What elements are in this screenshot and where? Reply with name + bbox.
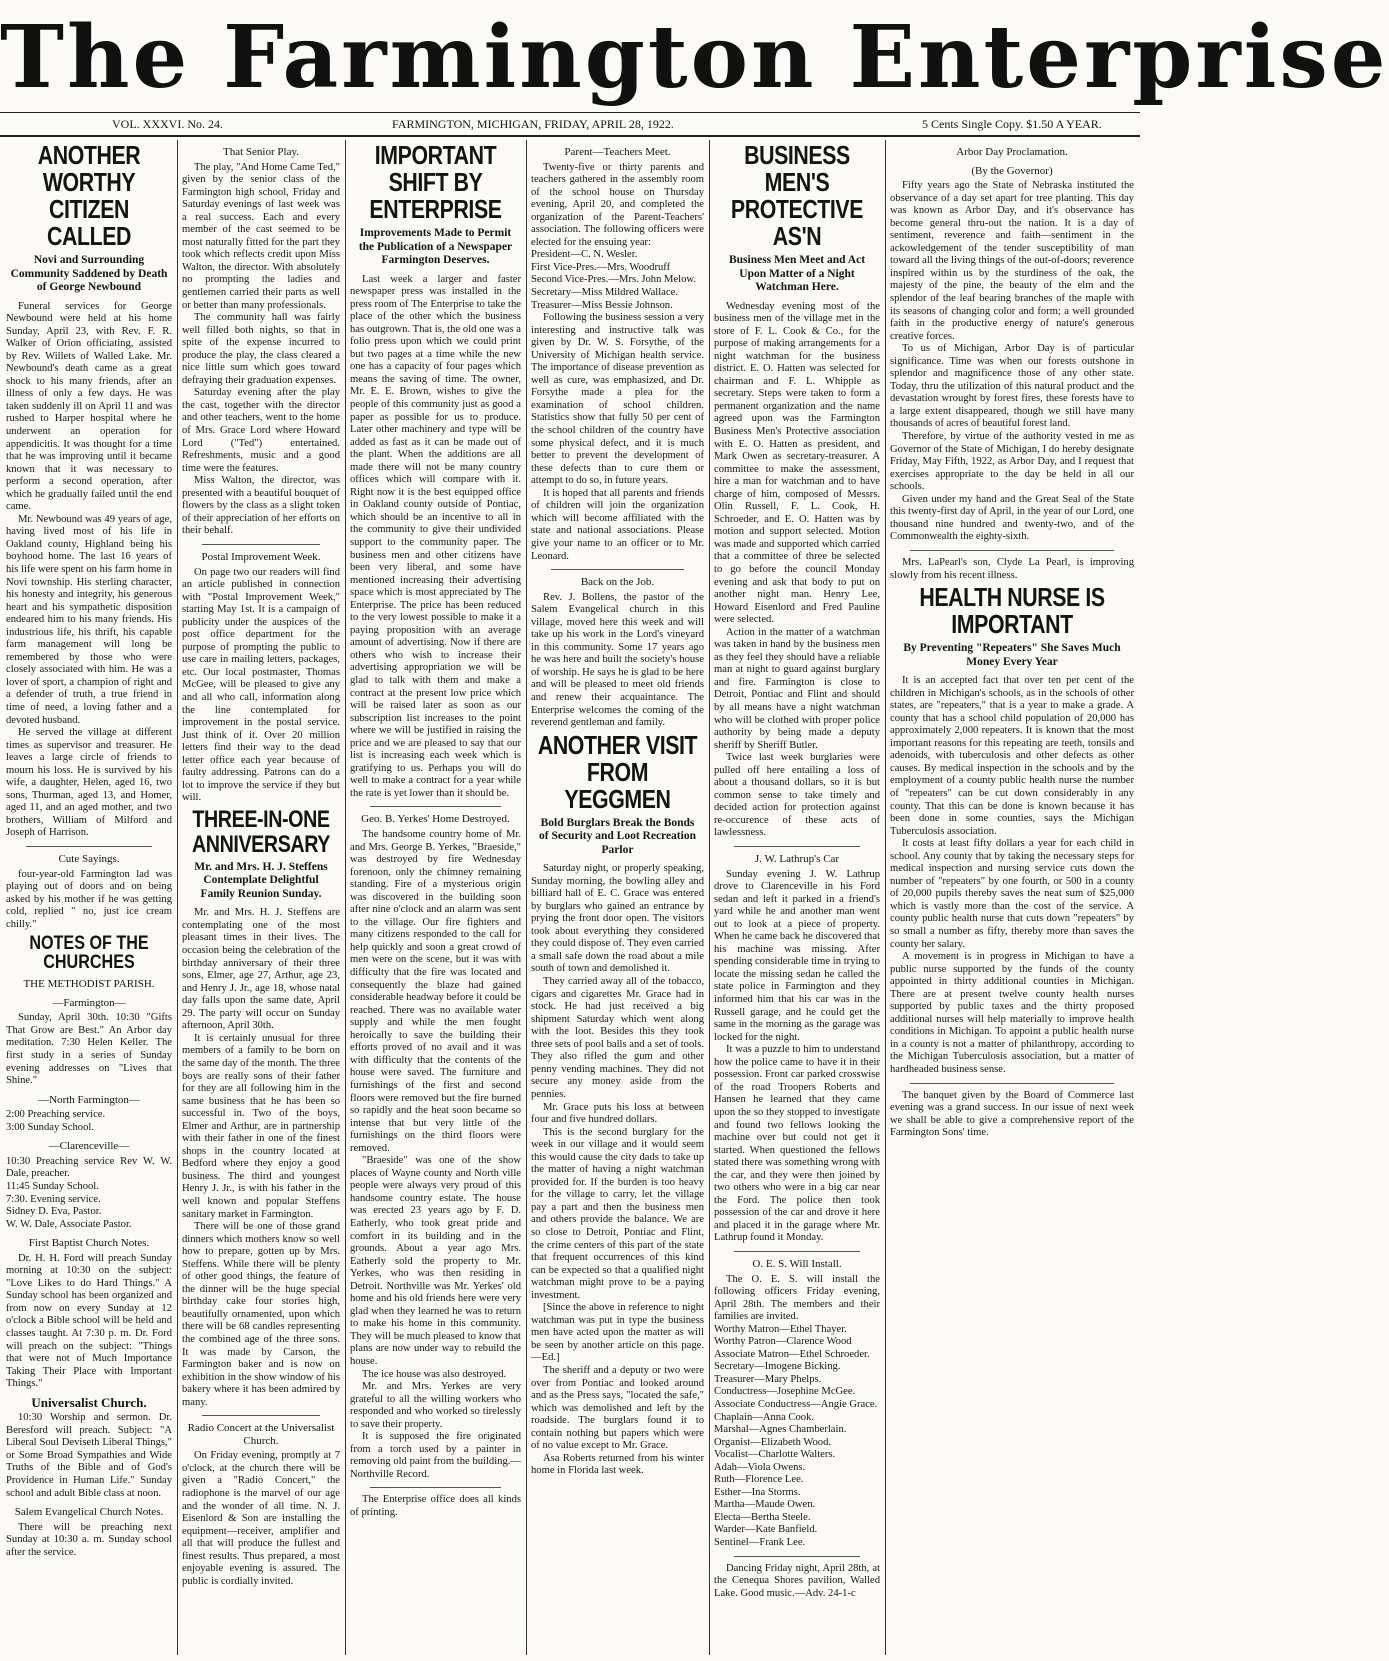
advertisement-dance: Dancing Friday night, April 28th, at the Cenequa Shores pavilion, Walled Lake. Good music.—Adv. 24-1-c — [714, 1562, 880, 1599]
list-item: 3:00 Sunday School. — [6, 1121, 94, 1133]
list-item: 2:00 Preaching service. — [6, 1109, 106, 1121]
column-3 — [350, 140, 521, 1655]
article-paragraph: On page two our readers will find an article published in connection with "Postal Improvement Week," starting May 1st. It is a campaign of publicity under the auspices of the post office department for the purpose of prompting the public to use care in mailing letters, packages, etc. Our local postmaster, Thomas McGee, will be pleased to give any and all who call, information along the line contemplated for improvement in the postal service. Just think of it. Over 20 million letters find their way to the dead letter office each year because of faulty addressing. Patrons can do a lot to improve the service if they but will. — [182, 566, 340, 804]
list-item: Second Vice-Pres.—Mrs. John Melow. — [531, 274, 697, 286]
article-paragraph: The community hall was fairly well filled both nights, so that in spite of the expense incurred to produce the play, the class cleared a nice little sum which goes toward defraying their graduation expenses. — [182, 312, 340, 386]
item-title-senior-play: That Senior Play. — [223, 146, 299, 158]
item-title-parent-teachers: Parent—Teachers Meet. — [564, 146, 671, 158]
list-item: Adah—Viola Owens. — [714, 1461, 806, 1473]
list-item: Ruth—Florence Lee. — [714, 1474, 804, 1486]
column-rule — [177, 140, 178, 1655]
article-paragraph: [Since the above in reference to night watchman was put in type the business men have acted upon the matter as will be seen by another article on this page.—Ed.] — [531, 1302, 704, 1364]
article-paragraph: Action in the matter of a watchman was taken in hand by the business men as they feel they should have a reliable man at night to guard against burglary and fire. Farmington is close to Detroit, Pontiac and Flint and should by all means have a night watchman who will be clothed with proper police authority by being made a deputy sheriff by Sheriff Butler. — [714, 626, 880, 751]
article-paragraph: The ice house was also destroyed. — [362, 1368, 507, 1380]
article-paragraph: Saturday evening after the play the cast, together with the director and other teachers, went to the home of Mrs. Grace Lord where Howard Lord ("Ted") entertained. Refreshments, music and a good time were the features. — [182, 387, 340, 474]
column-rule — [885, 140, 886, 1655]
item-title-oes-install: O. E. S. Will Install. — [752, 1257, 842, 1270]
headline-anniversary: THREE-IN-ONE ANNIVERSARY — [191, 805, 331, 858]
column-2 — [182, 140, 340, 1655]
list-item: Sidney D. Eva, Pastor. — [6, 1206, 102, 1218]
deck-important-shift: Improvements Made to Permit the Publication of a Newspaper Farmington Deserves. — [358, 227, 513, 266]
item-subtitle-clarenceville: —Clarenceville— — [48, 1140, 130, 1153]
subscription-price: 5 Cents Single Copy. $1.50 A YEAR. — [922, 117, 1102, 131]
article-paragraph: Twice last week burglaries were pulled off here entailing a loss of about a thousand dollars, so it is but common sense to take timely and decided action for protection against re-occurence of these acts of lawlessness. — [714, 752, 880, 839]
list-item: Marshal—Agnes Chamberlain. — [714, 1424, 847, 1436]
divider — [26, 846, 152, 847]
masthead-title: The Farmington Enterprise — [0, 7, 1389, 108]
deck-worthy-citizen: Novi and Surrounding Community Saddened by Death of George Newbound — [10, 254, 168, 293]
column-rule — [526, 140, 527, 1655]
item-title-arbor-day: Arbor Day Proclamation. — [956, 146, 1068, 158]
headline-health-nurse: HEALTH NURSE IS IMPORTANT — [919, 582, 1105, 640]
article-paragraph: It costs at least fifty dollars a year for each child in school. Any county that by taking the necessary steps for medical inspection and nursing service cuts down the number of "repeaters" by one fourth, or 500 in a county of 20,000 pupils thereby saves the neat sum of $25,000 which is vastly more than the cost of the service. A county public health nurse that cuts down "repeaters" by so small a number as fifty, thereby more than saves the county her salary. — [890, 838, 1134, 950]
article-paragraph: Dr. H. H. Ford will preach Sunday morning at 10:30 on the subject: "Love Likes to do Hard Things." A Sunday school has been organized and from now on every Sunday at 12 o'clock a Bible school will be held and classes taught. At 7:30 p. m. Dr. Ford will preach on the subject: "Things that were not of Much Importance Taking Their Place with Important Things." — [6, 1252, 172, 1390]
article-paragraph: Mrs. LaPearl's son, Clyde La Pearl, is improving slowly from his recent illness. — [890, 556, 1134, 581]
service-list — [6, 1156, 172, 1231]
list-item: Vocalist—Charlotte Walters. — [714, 1449, 836, 1461]
article-paragraph: 10:30 Worship and sermon. Dr. Beresford will preach. Subject: "A Liberal Soul Deviseth Liberal Things," or Some Broad Sympathies and Wide Truths of the Bible and of God's Providence in Human Life." Sunday school and adult Bible class at noon. — [6, 1412, 172, 1499]
article-paragraph: The play, "And Home Came Ted," given by the senior class of the Farmington high school, Friday and Saturday evenings of last week was a real success. Each and every member of the cast seemed to be most naturally fitted for the part they took which reflects credit upon Miss Walton, the director. With absolutely no prompting the ladies and gentlemen carried their parts as well or better than many professionals. — [182, 161, 340, 311]
item-title-methodist: THE METHODIST PARISH. — [23, 978, 155, 991]
article-paragraph: The banquet given by the Board of Commerce last evening was a grand success. In our issue of next week we shall be able to give a comprehensive report of the Farmington Sons' time. — [890, 1089, 1134, 1139]
item-title-lathrup-car: J. W. Lathrup's Car — [754, 853, 840, 866]
column-rule — [345, 140, 346, 1655]
article-paragraph: The Enterprise office does all kinds of printing. — [350, 1494, 521, 1518]
article-paragraph: Sunday evening J. W. Lathrup drove to Clarenceville in his Ford sedan and left it parked in a friend's yard while he and another man went out to look at a piece of property. When he came back he discovered that his machine was missing. After spending considerable time in trying to locate the missing sedan he called the state police in Farmington and they informed him that his car was in the Russell garage, and he could get the same in the morning as the garage was locked for the night. — [714, 868, 880, 1043]
column-1 — [6, 140, 172, 1655]
item-subtitle-governor: (By the Governor) — [971, 164, 1053, 177]
list-item: Esther—Ina Storms. — [714, 1486, 801, 1498]
divider — [551, 569, 684, 570]
column-6 — [890, 140, 1134, 1655]
article-paragraph: Sunday, April 30th. 10:30 "Gifts That Grow are Best." An Arbor day meditation. 7:30 Helen Keller. The first study in a series of Sunday evening addresses on "Lives that Shine." — [6, 1012, 172, 1087]
list-item: Organist—Elizabeth Wood. — [714, 1436, 832, 1448]
list-item: 7:30. Evening service. — [6, 1193, 101, 1205]
list-item: Chaplain—Anna Cook. — [714, 1411, 815, 1423]
article-paragraph: four-year-old Farmington lad was playing out of doors and on being asked by his mother if he was getting cold, replied " no, just ice cream chilly." — [6, 868, 172, 930]
article-paragraph: He served the village at different times as supervisor and treasurer. He leaves a large circle of friends to mourn his loss. He is survived by his wife, a daughter, Helen, aged 16, two sons, Thurman, aged 13, and Homer, aged 11, and an aged mother, and two brothers, William of Milford and Joseph of Harrison. — [6, 727, 172, 839]
divider — [202, 544, 320, 545]
article-paragraph: "Braeside" was one of the show places of Wayne county and North ville people were always very proud of this handsome country estate. The house was erected 23 years ago by F. D. Eatherly, who took great pride and comfort in its building and in the grounds. About a year ago Mrs. Eatherly sold the property to Mr. Yerkes, who was then residing in Detroit. Northville was Mr. Yerkes' old home and his old friends here were very glad when they learned he was to return to make his home in this community. They will be much pleased to know that plans are now under way to rebuild the house. — [350, 1155, 521, 1367]
article-paragraph: It was a puzzle to him to understand how the police came to have it in their possession. Front car parked crosswise of the road Troopers Roberts and Hansen he learned that they came upon the so they stopped to investigate and found two fellows looking the machine over but could not get it started. When questioned the fellows stated there was something wrong with the car, and they were then joined by two others who were in a big car near the Ford. The police then took possession of the car and drove it here and placed it in the garage where Mr. Lathrup found it Monday. — [714, 1044, 880, 1244]
article-paragraph: Therefore, by virtue of the authority vested in me as Governor of the State of Michigan, I do hereby designate Friday, May Fifth, 1922, as Arbor Day, and I request that exercises appropriate to the day be held in all our schools. — [890, 431, 1134, 493]
list-item: First Vice-Pres.—Mrs. Woodruff — [531, 261, 671, 273]
list-item: 11:45 Sunday School. — [6, 1180, 99, 1192]
article-paragraph: Mr. and Mrs. H. J. Steffens are contemplating one of the most pleasant times in their lives. The occasion being the celebration of the birthday anniversary of their three sons, Elmer, age 27, Arthur, age 23, and Henry J. Jr., age 18, whose natal day falls upon the same date, April 29. The party will occur on Sunday afternoon, April 30th. — [182, 907, 340, 1032]
list-item: Treasurer—Miss Bessie Johnson. — [531, 299, 673, 311]
column-4 — [531, 140, 704, 1655]
article-paragraph: Rev. J. Bollens, the pastor of the Salem Evangelical church in this village, moved here this week and will take up his work in the Lord's vineyard in this community. Some 17 years ago he was here and built the society's house of worship. He says he is glad to be here and will be pleased to meet old friends and renew their acquaintance. The Enterprise welcomes the coming of the reverend gentleman and family. — [531, 591, 704, 729]
list-item: Worthy Patron—Clarence Wood — [714, 1336, 852, 1348]
headline-worthy-citizen: ANOTHER WORTHY CITIZEN CALLED — [37, 140, 141, 251]
deck-yeggmen: Bold Burglars Break the Bonds of Security and Loot Recreation Parlor — [539, 816, 696, 856]
headline-yeggmen: ANOTHER VISIT FROM YEGGMEN — [537, 729, 698, 814]
list-item: Martha—Maude Owen. — [714, 1499, 816, 1511]
service-list — [6, 1109, 172, 1134]
divider — [734, 846, 860, 847]
list-item: Associate Matron—Ethel Schroeder. — [714, 1348, 870, 1360]
article-paragraph: Funeral services for George Newbound were held at his home Sunday, April 23, with Rev. F. R. Walker of Orion officiating, assisted by Rev. Willets of Walled Lake. Mr. Newbound's death came as a great shock to his many friends, after an illness of only a few days. He was taken suddenly ill on April 11 and was rushed to Harper hospital where he underwent an operation for appendicitis. It was thought for a time that he was improving until it became known that it was necessary to perform a second operation, after which he gradually failed until the end came. — [6, 300, 172, 513]
item-title-radio-concert: Radio Concert at the Universalist Church. — [187, 1422, 335, 1447]
column-rule — [709, 140, 710, 1655]
item-title-universalist: Universalist Church. — [31, 1394, 147, 1410]
list-item: Warder—Kate Banfield. — [714, 1524, 818, 1536]
item-title-yerkes-home: Geo. B. Yerkes' Home Destroyed. — [361, 813, 510, 826]
list-item: President—C. N. Wesler. — [531, 249, 638, 261]
list-item: Worthy Matron—Ethel Thayer. — [714, 1323, 847, 1335]
headline-protective-assn: BUSINESS MEN'S PROTECTIVE AS'N — [730, 140, 864, 251]
issue-date: FARMINGTON, MICHIGAN, FRIDAY, APRIL 28, 1922. — [392, 117, 674, 131]
article-paragraph: There will be one of those grand dinners which mothers know so well how to prepare, gotten up by Mrs. Steffens. While there will be plenty of other good things, the feature of the dinner will be the huge special birthday cake four stories high, beautifully ornamented, upon which there will be 68 candles representing the combined age of the three sons. It was made by Carson, the Farmington baker and is now on exhibition in the show window of his bakery where it has been admired by many. — [182, 1221, 340, 1408]
article-paragraph: The O. E. S. will install the following officers Friday evening, April 28th. The members and their families are invited. — [714, 1273, 880, 1323]
article-paragraph: To us of Michigan, Arbor Day is of particular significance. Time was when our forests outshone in splendor and magnificence those of any other state. Today, thru the utilization of this natural product and the devastation wrought by forest fires, these forests have to a large extent disappeared, though we still have many thousands of acres of beautiful forest land. — [890, 343, 1134, 430]
list-item: Secretary—Imogene Bicking. — [714, 1361, 841, 1373]
list-item: Conductress—Josephine McGee. — [714, 1386, 856, 1398]
divider — [370, 806, 501, 807]
divider — [202, 1415, 320, 1416]
deck-health-nurse: By Preventing "Repeaters" She Saves Much Money Every Year — [903, 642, 1121, 668]
list-item: Associate Conductress—Angie Grace. — [714, 1398, 878, 1410]
list-item: Treasurer—Mary Phelps. — [714, 1373, 822, 1385]
article-paragraph: Mr. and Mrs. Yerkes are very grateful to all the willing workers who responded and who worked so tirelessly to save their property. — [350, 1381, 521, 1430]
divider — [734, 1251, 860, 1252]
item-title-back-on-job: Back on the Job. — [580, 576, 655, 589]
article-paragraph: On Friday evening, promptly at 7 o'clock, at the church there will be given a "Radio Concert," the radiophone is the marvel of our age and the wonder of all time. N. J. Eisenlord & Son are installing the equipment—receiver, amplifier and all that will produce the fullest and finest results. Thus prepared, a most enjoyable evening is assured. The public is cordially invited. — [182, 1450, 340, 1587]
article-paragraph: Fifty years ago the State of Nebraska instituted the observance of a day set apart for tree planting. This day was known as Arbor Day, and it's observance has become general thru-out the nation. It is a day of sentiment, reverence and faith—sentiment in the ackowledgement of the tender susceptibility of man toward all the living things of the out-of-doors; reverence inspired within us by the sturdiness of the oak, the majesty of the pine, the beauty of the elm and the splendor of the leaf bearing branches of the maple with its seasons of changing color and form; a well grounded faith in the productive energy of nature's generous creative forces. — [890, 180, 1134, 342]
divider — [734, 1556, 860, 1557]
list-item: Sentinel—Frank Lee. — [714, 1537, 806, 1548]
article-paragraph: It is supposed the fire originated from a torch used by a painter in removing old paint from the building.—Northville Record. — [350, 1431, 521, 1480]
article-paragraph: Wednesday evening most of the business men of the village met in the store of F. L. Cook & Co., for the purpose of making arrangements for a night watchman for the business district. E. O. Hatten was selected for chairman and F. L. Whipple as secretary. Steps were taken to form a permanent organization and the name agreed upon was the Farmington Business Men's Protective association with E. O. Hatten as president, and Mark Owen as secretary-treasurer. A committee to make the assessment, hire a man for watchman and to have charge of him, composed of Messrs. Olin Russell, F. L. Cook, H. Schroeder, and E. O. Hatten was by motion and support selected. Motion was made and supported which carried that a committee of three be selected to go before the council Monday evening and ask that body to put on another night man. Henry Lee, Howard Eisenlord and Fred Pauline were selected. — [714, 300, 880, 626]
article-paragraph: It is an accepted fact that over ten per cent of the children in Michigan's schools, as in the schools of other states, are "repeaters," that is a year to make a grade. A county that has a school child population of 20,000 has approximately 2,000 repeaters. It is known that the most important reasons for this repeating are teeth, tonsils and adenoids, with tuberculosis and other defects as other causes. By medical inspection in the schools and by the employment of a county public health nurse the number of "repeaters" can be cut down considerably in any county. That this can be done is known because it has been done in some counties, says the Michigan Tuberculosis association. — [890, 675, 1134, 837]
list-item: W. W. Dale, Associate Pastor. — [6, 1218, 132, 1230]
officer-list — [714, 1324, 880, 1550]
item-subtitle-farmington: —Farmington— — [52, 996, 126, 1009]
article-paragraph: They carried away all of the tobacco, cigars and cigarettes Mr. Grace had in stock. He had just received a big shipment Saturday which went along with the loot. Besides this they took three sets of pool balls and a set of tools. They also rifled the gum and other penny vending machines. They did not secure any money aside from the pennies. — [531, 976, 704, 1100]
article-paragraph: The handsome country home of Mr. and Mrs. George B. Yerkes, "Braeside," was destroyed by fire Wednesday forenoon, only the chimney remaining standing. Fire of a mysterious origin was discovered in the building soon after nine o'clock and an alarm was sent to the village. Our fire fighters and many citizens responded to the call for help quickly and soon a great crowd of men were on the scene, but it was with difficulty that the fire was located and consequently the blaze had gained considerable headway before it could be reached. There was no available water supply and while the men fought heroically to save the building their efforts proved of no avail and it was with difficulty that the contents of the house were saved. The furniture and furnishings of the first and second floors were removed but the fire burned so rapidly and the heat soon became so intense that but very little of the furnishings on the third floors were removed. — [350, 829, 521, 1154]
volume-number: VOL. XXXVI. No. 24. — [112, 117, 223, 131]
deck-anniversary: Mr. and Mrs. H. J. Steffens Contemplate Delightful Family Reunion Sunday. — [194, 860, 328, 900]
list-item: Secretary—Miss Mildred Wallace. — [531, 287, 678, 299]
item-title-postal-week: Postal Improvement Week. — [201, 550, 321, 563]
article-paragraph: There will be preaching next Sunday at 10:30 a. m. Sunday school after the service. — [6, 1521, 172, 1558]
article-paragraph: Mr. Grace puts his loss at between four and five hundred dollars. — [531, 1101, 704, 1126]
divider — [370, 1487, 501, 1488]
item-subtitle-north-farmington: —North Farmington— — [38, 1093, 140, 1106]
divider — [910, 550, 1114, 551]
dateline — [0, 112, 1140, 137]
headline-church-notes: NOTES OF THE CHURCHES — [29, 933, 149, 974]
item-title-baptist: First Baptist Church Notes. — [28, 1237, 150, 1250]
item-title-salem: Salem Evangelical Church Notes. — [14, 1506, 164, 1519]
headline-important-shift: IMPORTANT SHIFT BY ENTERPRISE — [369, 140, 502, 224]
article-paragraph: Saturday night, or properly speaking, Sunday morning, the bowling alley and billiard hall of E. C. Grace was entered by burglars who gained an entrance by prying the front door open. The visitors took about everything they considered they could dispose of. They even carried a small safe down the road about a mile south of town and demolished it. — [531, 863, 704, 975]
list-item: Electa—Bertha Steele. — [714, 1511, 811, 1523]
article-paragraph: A movement is in progress in Michigan to have a public nurse supported by the funds of the county appointed in thirty additional counties in Michigan. There are at present twelve county health nurses supported by public taxes and the thirty proposed additional nurses will help materially to improve health conditions in Michigan. To appoint a public health nurse in a county is not a matter of philanthropy, according to the Michigan Tuberculosis association, but a matter of hardheaded business sense. — [890, 951, 1134, 1075]
item-title-cute-sayings: Cute Sayings. — [58, 853, 120, 866]
column-5 — [714, 140, 880, 1655]
article-paragraph: Following the business session a very interesting and instructive talk was given by Dr. W. S. Forsythe, of the University of Michigan health service. The importance of disease prevention as well as cure, was emphasized, and Dr. Forsythe made a plea for the examination of school children. Statistics show that fully 50 per cent of the school children of the country have some physical defect, and it is much better to prevent the development of these defects than to cure them or attempt to do so, in future years. — [531, 312, 704, 487]
article-paragraph: Given under my hand and the Great Seal of the State this twenty-first day of April, in the year of our Lord, one thousand nine hundred and twenty-two, and of the Commonwealth the eighty-sixth. — [890, 493, 1134, 543]
article-paragraph: Asa Roberts returned from his winter home in Florida last week. — [531, 1452, 704, 1477]
article-paragraph: The sheriff and a deputy or two were over from Pontiac and looked around and as the Press says, "located the safe," which was demolished and left by the roadside. The burglars found it to contain nothing but papers which were of no value except to Mr. Grace. — [531, 1364, 704, 1452]
article-paragraph: Miss Walton, the director, was presented with a beautiful bouquet of flowers by the class as a slight token of their appreciation of her efforts on their behalf. — [182, 475, 340, 537]
article-paragraph: It is hoped that all parents and friends of children will join the organization which will become affiliated with the state and national associations. Please give your name to an officer or to Mr. Leonard. — [531, 487, 704, 562]
officer-list — [531, 249, 704, 312]
divider — [910, 1083, 1114, 1084]
deck-protective-assn: Business Men Meet and Act Upon Matter of a Night Watchman Here. — [728, 254, 866, 293]
article-paragraph: It is certainly unusual for three members of a family to be born on the same day of the month. The three boys are really sons of their father for they are all following him in the same business that he has been so successful in. Two of the boys, Elmer and Arthur, are in partnership with their father in one of the finest shops in the country located at Bedford where they enjoy a good business. The third and youngest Henry J. Jr., is with his father in the well known and popular Steffens sanitary market in Farmington. — [182, 1032, 340, 1220]
article-paragraph: Twenty-five or thirty parents and teachers gathered in the assembly room of the school house on Thursday evening, April 20, and completed the organization of the Parent-Teachers' association. The following officers were elected for the ensuing year: — [531, 161, 704, 248]
list-item: 10:30 Preaching service Rev W. W. Dale, preacher. — [6, 1155, 172, 1180]
article-paragraph: Last week a larger and faster newspaper press was installed in the press room of The Enterprise to take the place of the other which the business has outgrown. That is, the old one was a folio press upon which we could print but two pages at a time while the new one has a capacity of four pages which means the saving of time. The owner, Mr. E. E. Brown, wishes to give the people of this community just as good a paper as possible for us to produce. Later other machinery and type will be added as fast as it can be made out of the plant. When the additions are all made there will not be many country offices which will compare with it. Right now it is the best equipped office in Oakland county outside of Pontiac, which should be an incentive to all in the community to give their undivided support to the community paper. The business men and other citizens have been very liberal, and some have mentioned increasing their advertising space which is most appreciated by The Enterprise. The price has been reduced to the very lowest possible to make it a paying proposition with an average amount of advertising. Now if there are others who wish to increase their advertising appropriation we will be glad to talk with them and make a contract at the present low price which will be raised later as soon as our subscription list increases to the point where we will be justified in raising the price and we are pleased to say that our list is increasing each week which is gratifying to us. Perhaps you will do well to make a contract for a year while the rate is yet lower than it should be. — [350, 273, 521, 799]
article-paragraph: This is the second burglary for the week in our village and it would seem this would cause the city dads to take up the matter of having a night watchman provided for. If the burden is too heavy for the village to carry, let the village pay a part and then the business men and others provide the balance. We are so close to Detroit, Pontiac and Flint, the crime centers of this part of the state that frequent occurrences of this kind can be expected so that a qualified night watchman might prove to be a paying investment. — [531, 1126, 704, 1301]
article-paragraph: Mr. Newbound was 49 years of age, having lived most of his life in Oakland county, Highland being his boyhood home. The last 16 years of his life were spent on his farm home in Novi township. His sterling character, his honesty and integrity, his generous heart and his sympathetic disposition endeared him to his many friends. His industrious life, his thrift, his capable farm management will long be remembered by those who were closely associated with him. He was a lover of sport, a champion of right and a defender of truth, a true friend in time of need, a loving father and a devoted husband. — [6, 513, 172, 726]
